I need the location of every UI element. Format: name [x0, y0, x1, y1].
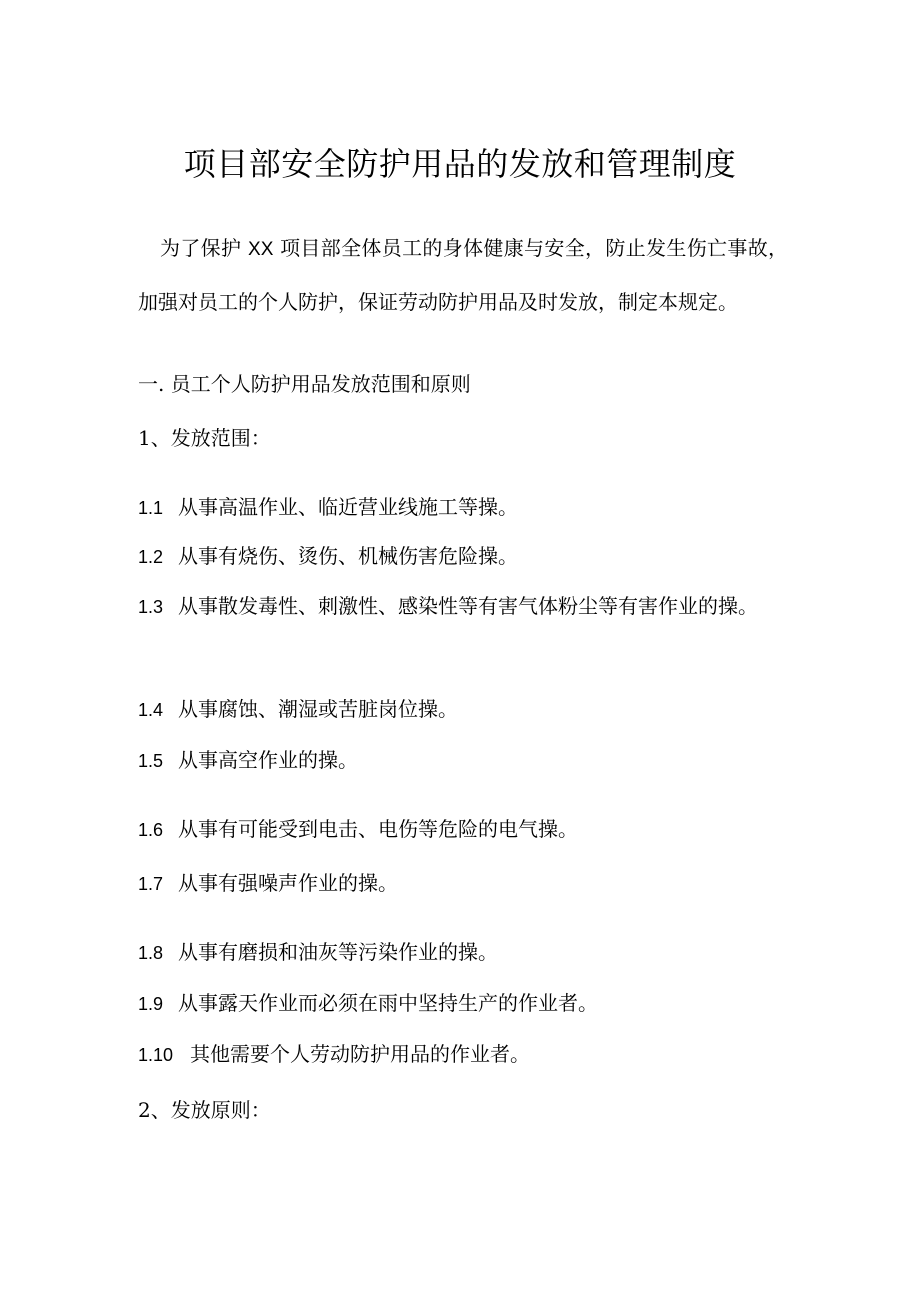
list-item-text: 其他需要个人劳动防护用品的作业者。	[190, 1042, 530, 1066]
list-item-number: 1.10	[138, 1045, 174, 1065]
list-item-text: 从事有烧伤、烫伤、机械伤害危险操。	[178, 544, 518, 568]
list-item-text: 从事有强噪声作业的操。	[178, 871, 398, 895]
principle-heading: 2、发放原则：	[138, 1098, 271, 1122]
list-item	[138, 814, 578, 845]
list-item-number: 1.2	[138, 547, 164, 567]
list-item-text: 从事有磨损和油灰等污染作业的操。	[178, 940, 498, 964]
list-item-number: 1.3	[138, 597, 164, 617]
intro-paragraph	[138, 222, 788, 328]
scope-heading: 1、发放范围：	[138, 426, 271, 450]
intro-company: XX	[248, 239, 274, 260]
list-item-text: 从事散发毒性、刺激性、感染性等有害气体粉尘等有害作业的操。	[178, 594, 758, 618]
list-item-text: 从事露天作业而必须在雨中坚持生产的作业者。	[178, 991, 598, 1015]
list-item-number: 1.1	[138, 498, 164, 518]
list-item-text: 从事高空作业的操。	[178, 748, 358, 772]
list-item	[138, 988, 598, 1019]
list-item-number: 1.8	[138, 943, 164, 963]
list-item-number: 1.4	[138, 700, 164, 720]
list-item-number: 1.9	[138, 994, 164, 1014]
list-item	[138, 492, 518, 523]
list-item	[138, 868, 398, 899]
intro-text-part2: 项目部全体员工的身体健康与安全，防止发生伤亡事故，加强对员工的个人防护，保证劳动防护用品及时发放，制定本规定。	[138, 236, 789, 314]
list-item	[138, 1039, 530, 1070]
list-item	[138, 580, 778, 633]
list-item-number: 1.7	[138, 874, 164, 894]
list-item-number: 1.5	[138, 751, 164, 771]
list-item	[138, 745, 358, 776]
list-item	[138, 694, 458, 725]
list-item	[138, 541, 518, 572]
list-item	[138, 937, 498, 968]
list-item-text: 从事有可能受到电击、电伤等危险的电气操。	[178, 817, 578, 841]
document-title: 项目部安全防护用品的发放和管理制度	[183, 145, 737, 183]
list-item-text: 从事高温作业、临近营业线施工等操。	[178, 495, 518, 519]
intro-text-part1: 为了保护	[160, 236, 242, 260]
list-item-text: 从事腐蚀、潮湿或苦脏岗位操。	[178, 697, 458, 721]
section-heading: 一. 员工个人防护用品发放范围和原则	[138, 372, 471, 396]
list-item-number: 1.6	[138, 820, 164, 840]
